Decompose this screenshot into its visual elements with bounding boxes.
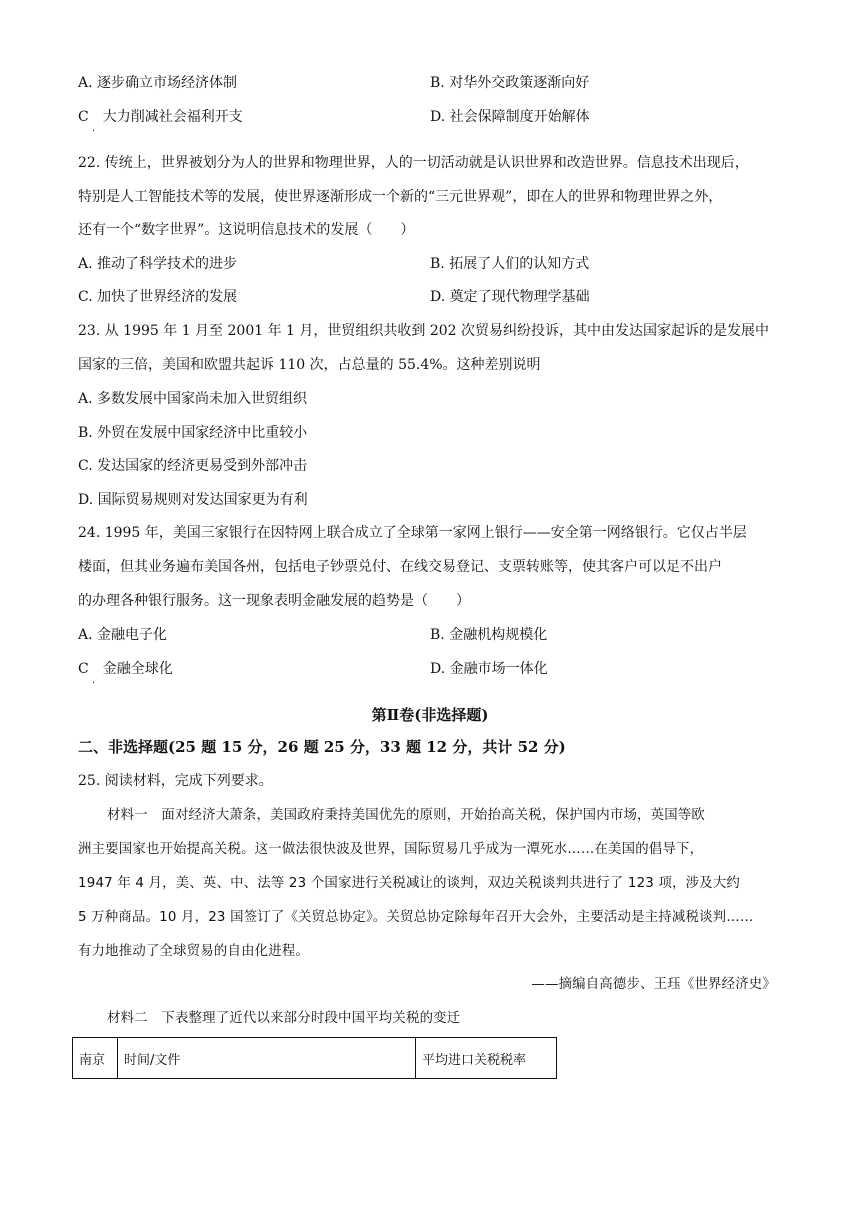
q24-option-b: B. 金融机构规模化 [430, 627, 548, 643]
q21-option-d: D. 社会保障制度开始解体 [430, 109, 590, 125]
q24-line-2: 楼面，但其业务遍布美国各州，包括电子钞票兑付、在线交易登记、支票转账等，使其客户可以足不出户 [78, 559, 722, 575]
q22-line-3: 还有一个“数字世界”。这说明信息技术的发展（ ） [78, 222, 415, 238]
material1-line-1: 材料一 面对经济大萧条，美国政府秉持美国优先的原则，开始抬高关税，保护国内市场，英国等欧 [107, 808, 705, 823]
table-header-cell: 时间/文件 [118, 1038, 416, 1079]
material1-line-3: 1947 年 4 月，美、英、中、法等 23 个国家进行关税减让的谈判，双边关税谈判共进行了 123 项，涉及大约 [78, 876, 741, 891]
tariff-table [72, 1037, 557, 1079]
material1-line-4: 5 万种商品。10 月，23 国签订了《关贸总协定》。关贸总协定除每年召开大会外，主要活动是主持减税谈判…… [78, 910, 754, 925]
q23-line-2: 国家的三倍，美国和欧盟共起诉 110 次，占总量的 55.4%。这种差别说明 [78, 357, 541, 373]
q21-option-b: B. 对华外交政策逐渐向好 [430, 75, 590, 91]
q24-option-a: A. 金融电子化 [78, 627, 168, 643]
q22-option-a: A. 推动了科学技术的进步 [78, 256, 238, 272]
q23-option-c: C. 发达国家的经济更易受到外部冲击 [78, 458, 308, 474]
q23-line-1: 23. 从 1995 年 1 月至 2001 年 1 月，世贸组织共收到 202 次贸易纠纷投诉，其中由发达国家起诉的是发展中 [78, 323, 770, 339]
dot-mark: . [92, 123, 96, 134]
q23-option-a: A. 多数发展中国家尚未加入世贸组织 [78, 391, 308, 407]
q23-option-d: D. 国际贸易规则对发达国家更为有利 [78, 492, 308, 508]
section-title: 第Ⅱ卷(非选择题) [371, 706, 489, 724]
material1-source: ——摘编自高德步、王珏《世界经济史》 [531, 977, 776, 992]
section-heading: 二、非选择题(25 题 15 分，26 题 25 分，33 题 12 分，共计 52 分) [78, 738, 566, 756]
material2-intro: 材料二 下表整理了近代以来部分时段中国平均关税的变迁 [107, 1011, 461, 1026]
q21-option-c: C 大力削减社会福利开支 [78, 109, 243, 125]
q22-line-2: 特别是人工智能技术等的发展，使世界逐渐形成一个新的“三元世界观”，即在人的世界和物理世界之外， [78, 189, 723, 205]
table-row [73, 1038, 557, 1079]
q22-option-b: B. 拓展了人们的认知方式 [430, 256, 590, 272]
q25-intro: 25. 阅读材料，完成下列要求。 [78, 773, 273, 789]
table-header-cell: 平均进口关税税率 [416, 1038, 557, 1079]
q22-option-d: D. 奠定了现代物理学基础 [430, 289, 590, 305]
q24-line-1: 24. 1995 年，美国三家银行在因特网上联合成立了全球第一家网上银行——安全第一网络银行。它仅占半层 [78, 525, 747, 541]
q21-option-a: A. 逐步确立市场经济体制 [78, 75, 238, 91]
q24-option-d: D. 金融市场一体化 [430, 661, 548, 677]
table-header-cell: 南京 [73, 1038, 118, 1079]
q24-option-c: C 金融全球化 [78, 661, 173, 677]
q22-line-1: 22. 传统上，世界被划分为人的世界和物理世界，人的一切活动就是认识世界和改造世界。信息技术出现后， [78, 155, 749, 171]
q24-line-3: 的办理各种银行服务。这一现象表明金融发展的趋势是（ ） [78, 593, 470, 609]
dot-mark: . [92, 675, 96, 686]
material1-line-5: 有力地推动了全球贸易的自由化进程。 [78, 944, 310, 959]
q22-option-c: C. 加快了世界经济的发展 [78, 289, 238, 305]
q23-option-b: B. 外贸在发展中国家经济中比重较小 [78, 425, 308, 441]
material1-line-2: 洲主要国家也开始提高关税。这一做法很快波及世界，国际贸易几乎成为一潭死水……在美国的倡导下， [78, 842, 704, 857]
